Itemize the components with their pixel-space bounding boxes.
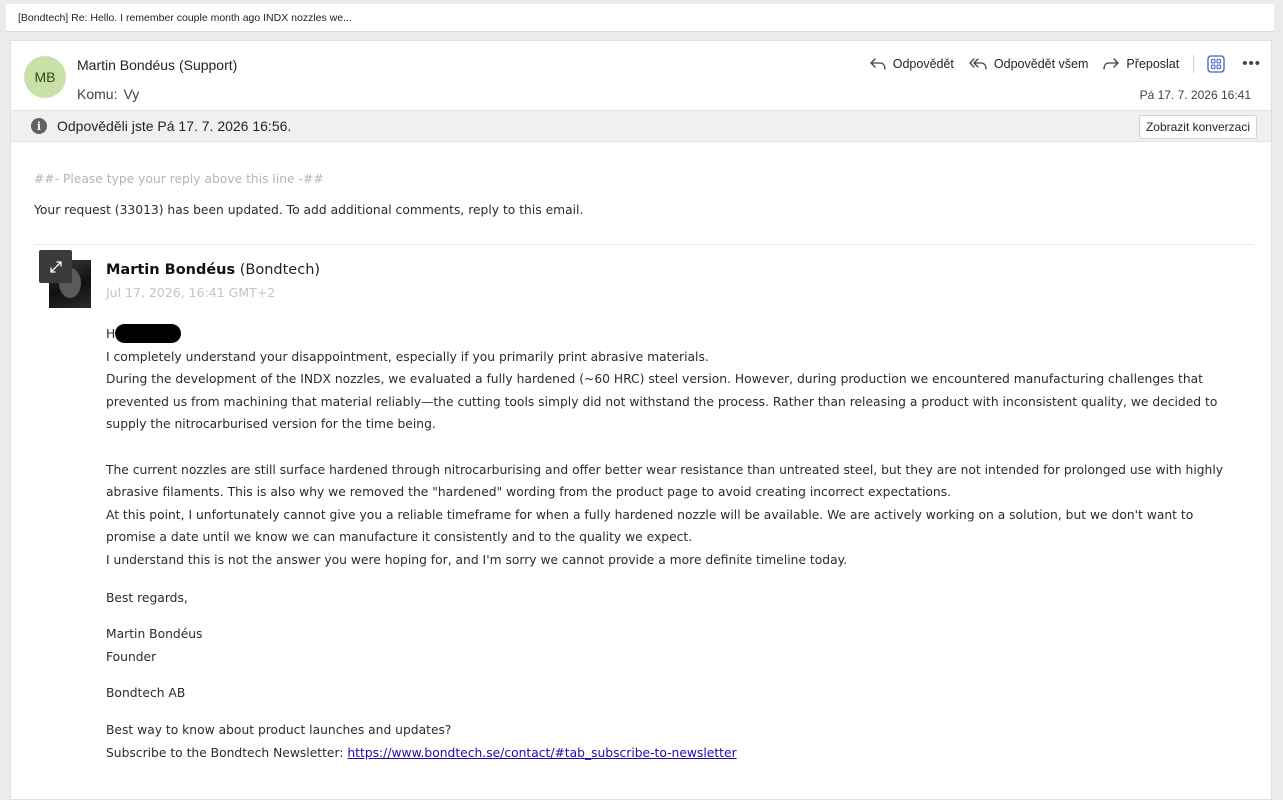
forward-button[interactable] [1102,57,1179,71]
email-reading-pane [10,40,1272,800]
closing: Best regards, [106,590,188,605]
newsletter-prefix: Subscribe to the Bondtech Newsletter: [106,745,348,760]
info-icon: i [31,118,47,134]
expand-icon [49,260,63,274]
paragraph: I completely understand your disappointment, especially if you primarily print abrasive materials. [106,349,709,364]
message-date: Pá 17. 7. 2026 16:41 [1139,88,1251,102]
actions-divider [1193,55,1194,73]
reply-button[interactable] [869,57,954,71]
reply-all-icon [968,57,988,71]
message-body [106,323,1246,764]
reply-icon [869,57,887,71]
sender-name[interactable]: Martin Bondéus (Support) [77,57,238,73]
subject-bar [6,4,1274,32]
reply-all-label: Odpovědět všem [993,57,1089,71]
newsletter-line [106,742,1246,765]
comment-author [106,262,320,278]
recipient-line [77,86,139,102]
update-notice: Your request (33013) has been updated. To add additional comments, reply to this email. [34,203,584,217]
apps-icon [1207,55,1225,73]
reply-all-button[interactable] [968,57,1089,71]
newsletter-question: Best way to know about product launches and updates? [106,722,452,737]
redaction-mark [115,324,181,343]
greeting: H [106,327,116,341]
forward-icon [1102,57,1120,71]
more-icon[interactable]: ••• [1242,55,1261,72]
reply-hint: ##- Please type your reply above this line -## [34,172,324,186]
paragraph: During the development of the INDX nozzles, we evaluated a fully hardened (~60 HRC) steel version. However, during production we encountered manufacturing challenges that prevented us from machining that material reliably—the cutting tools simply did not withstand the process. Rather than releasing a product with inconsistent quality, we decided to supply the nitrocarburised version for the time being. [106,372,1218,432]
paragraph: At this point, I unfortunately cannot give you a reliable timeframe for when a fully hardened nozzle will be available. We are actively working on a solution, but we don't want to promise a date until we know we can manufacture it consistently and to the quality we expect. [106,507,1194,545]
avatar[interactable]: MB [24,56,66,98]
apps-button[interactable] [1206,54,1226,74]
greeting-line [106,323,1246,346]
author-name: Martin Bondéus [106,262,236,278]
email-subject: [Bondtech] Re: Hello. I remember couple month ago INDX nozzles we... [18,12,352,24]
paragraph: I understand this is not the answer you were hoping for, and I'm sorry we cannot provide a more definite timeline today. [106,552,848,567]
reply-info-bar [11,110,1271,142]
divider [34,244,1254,245]
paragraph: The current nozzles are still surface hardened through nitrocarburising and offer better wear resistance than untreated steel, but they are not intended for prolonged use with highly abrasive filaments. This is also why we removed the "hardened" wording from the product page to avoid creating incorrect expectations. [106,462,1224,500]
message-actions [855,53,1261,75]
company-name: Bondtech AB [106,686,186,701]
to-label: Komu: [77,86,118,102]
reply-label: Odpovědět [892,57,954,71]
signature-name: Martin Bondéus [106,627,203,642]
newsletter-link[interactable]: https://www.bondtech.se/contact/#tab_subscribe-to-newsletter [347,745,737,760]
recipient-name[interactable]: Vy [123,86,140,102]
show-conversation-button[interactable]: Zobrazit konverzaci [1139,115,1257,139]
reply-info-text: Odpověděli jste Pá 17. 7. 2026 16:56. [57,118,292,134]
expand-image-button[interactable] [39,250,72,283]
forward-label: Přeposlat [1126,57,1180,71]
author-org: (Bondtech) [239,262,321,278]
comment-date: Jul 17, 2026, 16:41 GMT+2 [106,285,276,300]
signature-title: Founder [106,649,157,664]
